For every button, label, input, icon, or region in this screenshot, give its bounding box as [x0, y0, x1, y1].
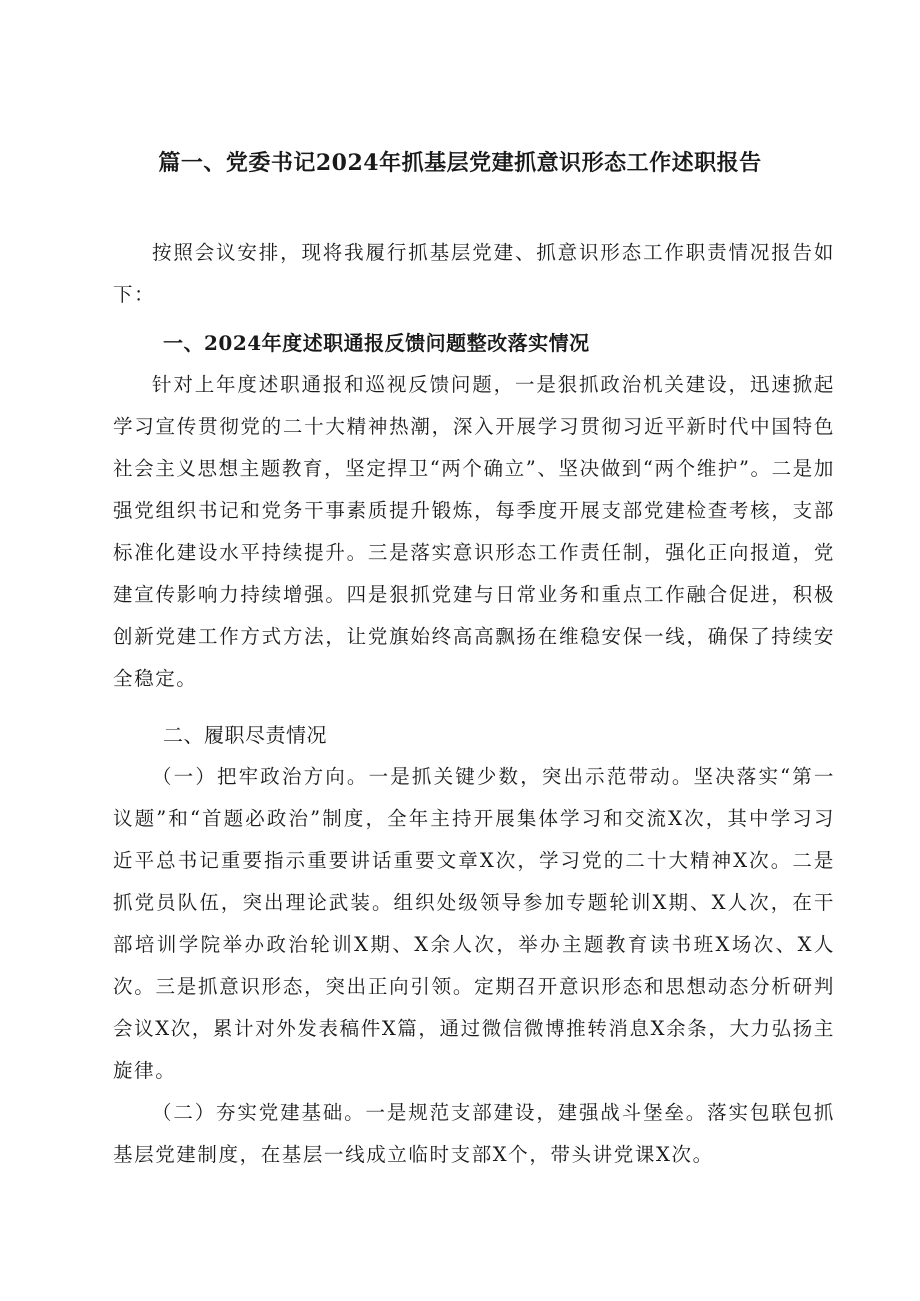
section2-heading: 二、履职尽责情况 [163, 723, 327, 747]
section1-paragraph [113, 364, 835, 700]
section2-sub2-text: （二）夯实党建基础。一是规范支部建设，建强战斗堡垒。落实包联包抓基层党建制度，在基层一线成立临时支部X个，带头讲党课X次。 [113, 1101, 835, 1166]
section1-text: 针对上年度述职通报和巡视反馈问题，一是狠抓政治机关建设，迅速掀起学习宣传贯彻党的二十大精神热潮，深入开展学习贯彻习近平新时代中国特色社会主义思想主题教育，坚定捍卫“两个确立”、坚决做到“两个维护”。二是加强党组织书记和党务干事素质提升锻炼，每季度开展支部党建检查考核，支部标准化建设水平持续提升。三是落实意识形态工作责任制，强化正向报道，党建宣传影响力持续增强。四是狠抓党建与日常业务和重点工作融合促进，积极创新党建工作方式方法，让党旗始终高高飘扬在维稳安保一线，确保了持续安全稳定。 [113, 373, 835, 690]
section2-sub2-paragraph [113, 1092, 835, 1176]
intro-text: 按照会议安排，现将我履行抓基层党建、抓意识形态工作职责情况报告如下： [113, 241, 835, 306]
section2-sub1-text: （一）把牢政治方向。一是抓关键少数，突出示范带动。坚决落实“第一议题”和“首题必政治”制度，全年主持开展集体学习和交流X次，其中学习习近平总书记重要指示重要讲话重要文章X次，学习党的二十大精神X次。二是抓党员队伍，突出理论武装。组织处级领导参加专题轮训X期、X人次，在干部培训学院举办政治轮训X期、X余人次，举办主题教育读书班X场次、X人次。三是抓意识形态，突出正向引领。定期召开意识形态和思想动态分析研判会议X次，累计对外发表稿件X篇，通过微信微博推转消息X余条，大力弘扬主旋律。 [113, 765, 835, 1082]
section1-heading: 一、2024年度述职通报反馈问题整改落实情况 [163, 331, 590, 355]
intro-paragraph [113, 232, 835, 316]
section2-sub1-paragraph [113, 756, 835, 1092]
document-title: 篇一、党委书记2024年抓基层党建抓意识形态工作述职报告 [158, 150, 762, 176]
